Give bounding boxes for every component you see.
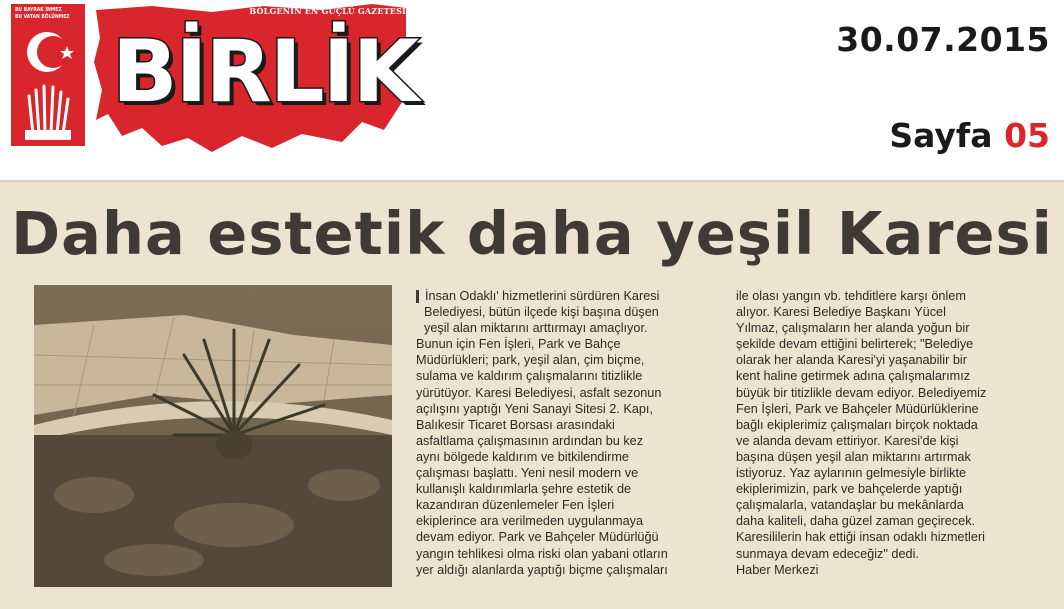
newspaper-logo: BİRLİK: [112, 22, 418, 122]
column-2-line: sunmaya devam edeceğiz" dedi.: [736, 546, 919, 561]
column-1-line: İnsan Odaklı' hizmetlerini sürdüren Karesi: [416, 288, 720, 304]
column-2-line: şekilde devam ettiğini belirterek; "Belediye: [736, 337, 974, 352]
article-column-1: [416, 288, 720, 578]
headline: Daha estetik daha yeşil Karesi: [11, 199, 1053, 268]
column-2-line: Fen İşleri, Park ve Bahçeler Müdürlüklerine: [736, 401, 979, 416]
column-1-line: yer aldığı alanlarda yaptığı biçme çalışmaları: [416, 562, 668, 577]
column-2-line: bağlı ekiplerimiz çalışmaları birçok noktada: [736, 417, 978, 432]
column-2-line: ile olası yangın vb. tehditlere karşı önlem: [736, 289, 966, 303]
column-2-line: çalışmalarla, vatandaşlar bu mekânlarda: [736, 498, 964, 513]
column-2-line: başına düşen yeşil alan miktarını artırmak: [736, 449, 971, 464]
palm-plant-photo-icon: [34, 285, 392, 587]
hands-emblem-icon: [29, 86, 68, 134]
column-2-line: kent haline getirmek adına çalışmalarımız: [736, 369, 971, 384]
column-1-line: açılışını yaptığı Yeni Sanayi Sitesi 2. Kapı,: [416, 401, 653, 416]
news-clipping: [0, 180, 1064, 609]
column-1-line: Müdürlükleri; park, yeşil alan, çim biçme,: [416, 353, 645, 368]
column-2-line: Yılmaz, çalışmaların her alanda yoğun bir: [736, 321, 970, 336]
column-1-line: asfaltlama çalışmasının ardından bu kez: [416, 433, 644, 448]
flag-slogan-line-2: BU VATAN BÖLÜNMEZ: [15, 14, 70, 20]
column-1-line: yürütüyor. Karesi Belediyesi, asfalt sezonun: [416, 385, 662, 400]
column-1-line: Balıkesir Ticaret Borsası arasındaki: [416, 417, 615, 432]
page-label: [889, 116, 1050, 155]
column-1-line: Bunun için Fen İşleri, Park ve Bahçe: [416, 337, 621, 352]
column-1-line: aynı bölgede kaldırım ve bitkilendirme: [416, 449, 629, 464]
column-1-line: çalışması başlattı. Yeni nesil modern ve: [416, 466, 639, 481]
column-1-line: devam ediyor. Park ve Bahçeler Müdürlüğü: [416, 530, 659, 545]
flag-emblem: [11, 4, 85, 146]
article-photo: [34, 285, 392, 587]
column-2-line: olarak her alanda Karesi'yi yaşanabilir bir: [736, 353, 967, 368]
masthead: [92, 2, 418, 154]
issue-date: 30.07.2015: [836, 20, 1050, 59]
column-1-line: yeşil alan miktarını arttırmayı amaçlıyor.: [424, 321, 648, 336]
column-2-line: ve alanda devam ettiriyor. Karesi'de kişi: [736, 433, 959, 448]
article-column-2: [736, 288, 1036, 578]
flag-slogan-line-1: BU BAYRAK İNMEZ: [15, 7, 62, 13]
column-2-line: istiyoruz. Yaz aylarının gelmesiyle birlikte: [736, 466, 967, 481]
column-1-line: sulama ve kaldırım çalışmalarını titizlikle: [416, 369, 643, 384]
column-2-line: alıyor. Karesi Belediye Başkanı Yücel: [736, 305, 946, 320]
byline: Haber Merkezi: [736, 562, 819, 577]
column-1-line: ekiplerince ara verilmeden uygulanmaya: [416, 514, 644, 529]
column-1-line: Belediyesi, bütün ilçede kişi başına düşen: [424, 305, 659, 320]
crescent-star-icon: [11, 4, 85, 146]
column-2-line: büyük bir titizlikle devam ediyor. Belediyemiz: [736, 385, 987, 400]
page-number: 05: [1004, 116, 1050, 155]
column-1-line: kazandıran düzenlemeler Fen İşleri: [416, 498, 615, 513]
column-1-line: yangın tehlikesi olma riski olan yabani otların: [416, 546, 668, 561]
column-2-line: ekiplerimizin, park ve bahçelerde yaptığı: [736, 482, 963, 497]
column-1-line: kullanışlı kaldırımlarla şehre estetik de: [416, 482, 632, 497]
column-2-line: daha kaliteli, daha güzel zaman geçirecek.: [736, 514, 976, 529]
column-2-line: Karesililerin hak ettiği insan odaklı hizmetleri: [736, 530, 985, 545]
tagline: BÖLGENİN EN GÜÇLÜ GAZETESİ: [249, 6, 406, 16]
page-word: Sayfa: [889, 116, 993, 155]
